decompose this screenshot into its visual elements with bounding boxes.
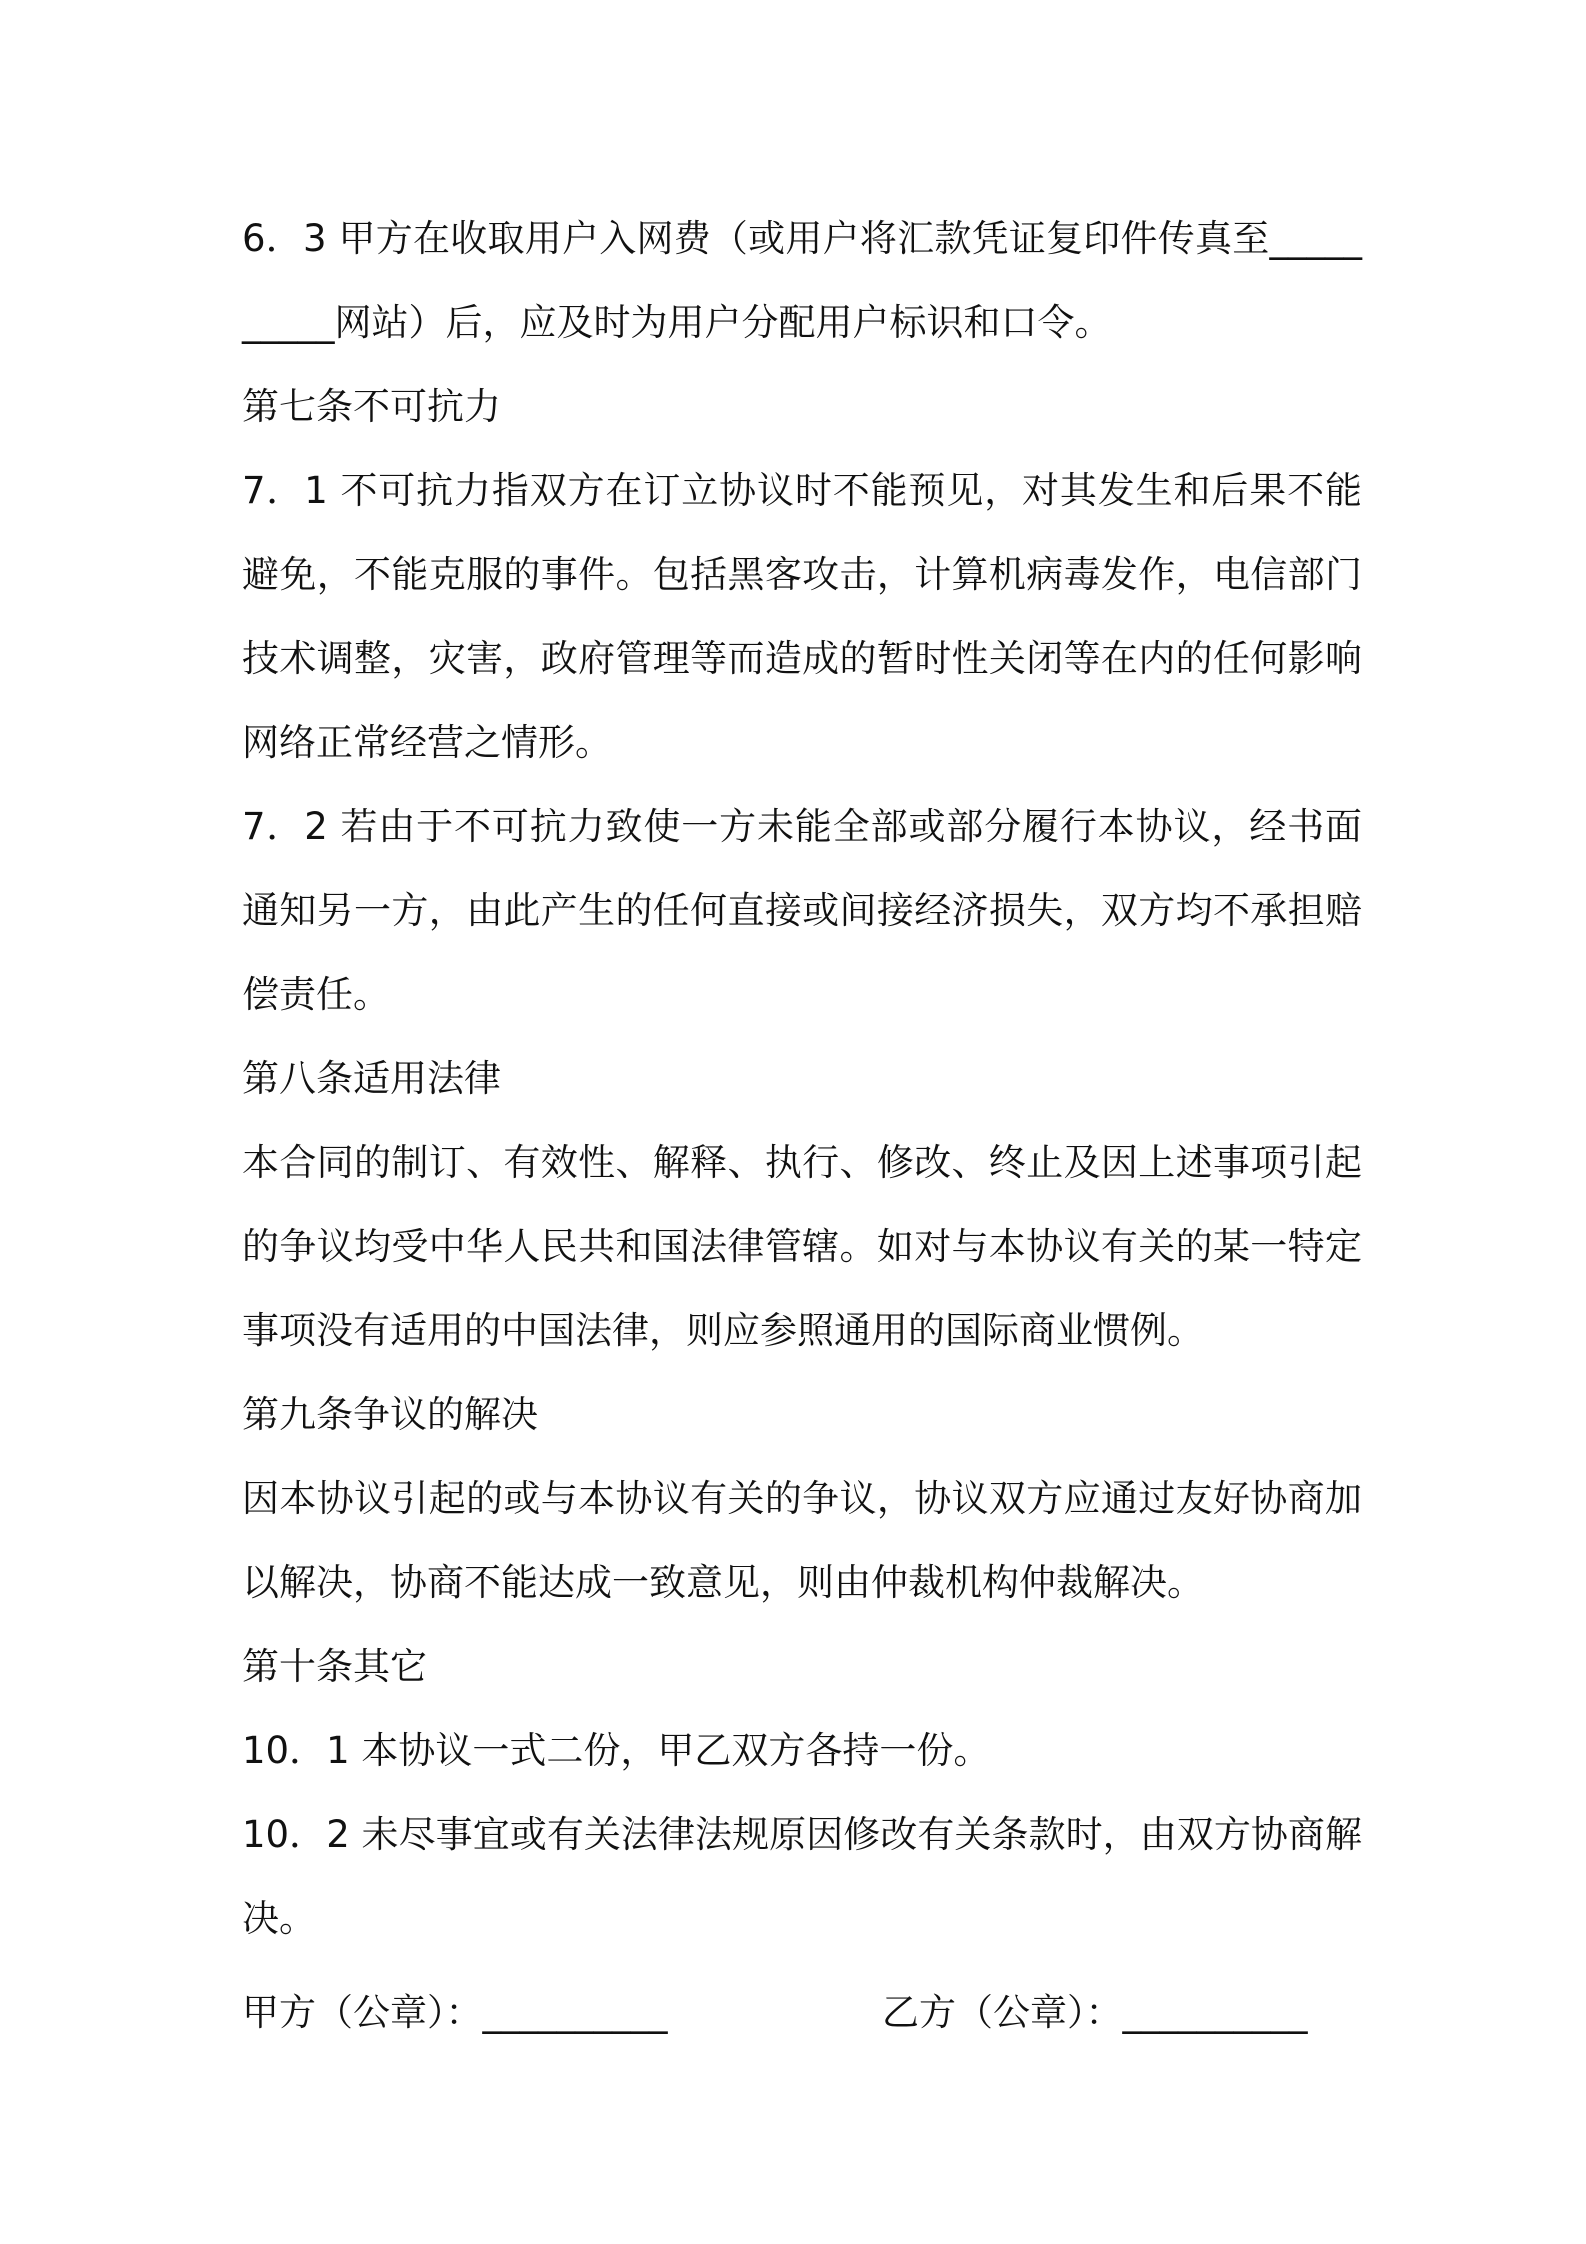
heading-article-7: 第七条不可抗力 bbox=[242, 385, 501, 428]
clause-7-2: 7．2 若由于不可抗力致使一方未能全部或部分履行本协议，经书面通知另一方，由此产生的任何直接或间接经济损失，双方均不承担赔偿责任。 bbox=[242, 805, 1362, 1016]
signature-row bbox=[242, 1971, 1362, 2055]
document-body bbox=[242, 197, 1362, 2055]
clause-8: 本合同的制订、有效性、解释、执行、修改、终止及因上述事项引起的争议均受中华人民共和国法律管辖。如对与本协议有关的某一特定事项没有适用的中国法律，则应参照通用的国际商业惯例。 bbox=[242, 1141, 1362, 1352]
heading-article-9: 第九条争议的解决 bbox=[242, 1393, 538, 1436]
party-a-signature: 甲方（公章）：__________ bbox=[242, 1991, 668, 2034]
clause-7-1: 7．1 不可抗力指双方在订立协议时不能预见，对其发生和后果不能避免，不能克服的事件。包括黑客攻击，计算机病毒发作，电信部门技术调整，灾害，政府管理等而造成的暂时性关闭等在内的任何影响网络正常经营之情形。 bbox=[242, 469, 1362, 764]
heading-article-8: 第八条适用法律 bbox=[242, 1057, 501, 1100]
clause-10-2: 10．2 未尽事宜或有关法律法规原因修改有关条款时，由双方协商解决。 bbox=[242, 1813, 1362, 1940]
clause-6-3: 6．3 甲方在收取用户入网费（或用户将汇款凭证复印件传真至__________网站）后，应及时为用户分配用户标识和口令。 bbox=[242, 217, 1362, 344]
clause-10-1: 10．1 本协议一式二份，甲乙双方各持一份。 bbox=[242, 1729, 991, 1772]
clause-9: 因本协议引起的或与本协议有关的争议，协议双方应通过友好协商加以解决，协商不能达成一致意见，则由仲裁机构仲裁解决。 bbox=[242, 1477, 1362, 1604]
heading-article-10: 第十条其它 bbox=[242, 1645, 427, 1688]
party-b-signature: 乙方（公章）：__________ bbox=[882, 1991, 1308, 2034]
